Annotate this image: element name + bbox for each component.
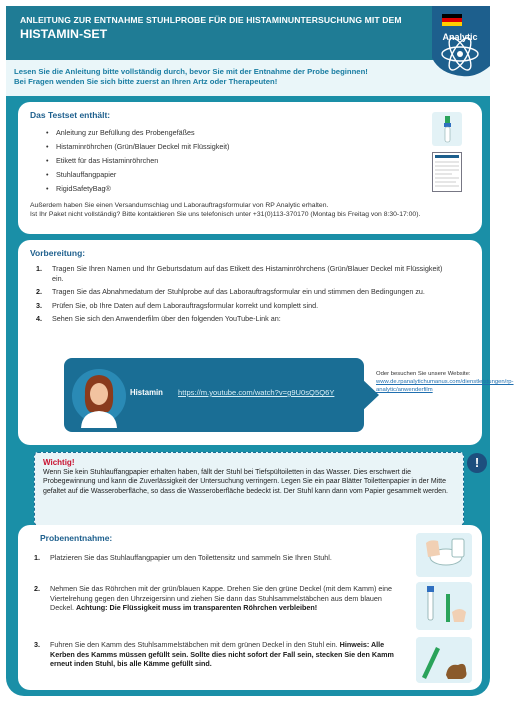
testset-note-2: Ist Ihr Paket nicht vollständig? Bitte kontaktieren Sie uns telefonisch unter +31(0)113-370170 (Montag bis Freitag von 8:30-17:00).	[30, 211, 421, 218]
sampling-step-1	[30, 553, 398, 563]
step-text: Fuhren Sie den Kamm des Stuhlsammelstäbchen mit dem grünen Deckel in den Stuhl ein.	[50, 640, 338, 649]
step-number: 2.	[34, 584, 40, 593]
list-item: • Anleitung zur Befüllung des Probengefäßes	[56, 126, 470, 140]
testset-heading: Das Testset enthält:	[30, 110, 111, 120]
analytic-badge-icon	[426, 6, 490, 78]
list-item: • Histaminröhrchen (Grün/Blauer Deckel mit Flüssigkeit)	[56, 140, 470, 154]
website-note	[376, 370, 514, 394]
step-number: 3.	[34, 640, 40, 649]
list-item: • Stuhlauffangpapier	[56, 168, 470, 182]
website-link[interactable]: www.de.rpanalytichumanus.com/dienstleistungen/rp-analytic/anwenderfilm	[376, 379, 514, 393]
testset-card	[18, 102, 482, 234]
step-warning: Achtung: Die Flüssigkeit muss im transparenten Röhrchen verbleiben!	[75, 603, 318, 613]
preparation-card	[18, 240, 514, 445]
sampling-heading: Probenentnahme:	[40, 533, 113, 543]
step-text: Prüfen Sie, ob Ihre Daten auf dem Laborauftragsformular korrekt und komplett sind.	[52, 300, 319, 310]
intro-note	[6, 60, 490, 96]
instruction-sheet	[6, 6, 514, 696]
toilet-icon	[416, 533, 472, 577]
form-document-icon	[432, 152, 462, 192]
test-tube-icon	[432, 112, 462, 146]
sampling-step-2	[30, 584, 398, 613]
intro-line-1: Lesen Sie die Anleitung bitte vollständig durch, bevor Sie mit der Entnahme der Probe beginnen!	[14, 67, 368, 76]
important-notice	[34, 452, 480, 526]
list-item	[30, 314, 450, 324]
list-item	[30, 287, 450, 297]
list-item	[30, 264, 450, 283]
intro-line-2: Bei Fragen wenden Sie sich bitte zuerst an Ihren Artz oder Therapeuten!	[14, 77, 278, 86]
header-bar	[6, 6, 490, 60]
notice-text: Wenn Sie kein Stuhlauffangpapier erhalten haben, fällt der Stuhl bei Tiefspültoiletten in das Wasser. Dies erschwert die Probegewinnung und kann die Zuverlässigkeit der Untersuchung verringern. Legen Sie ein paar Blätter Toilettenpapier in der Mitte gefaltet auf die Wasseroberfläche, so dass die Wasseroberfläche bedeckt ist. Der Stuhl kann dann vom Papier gesammelt werden.	[43, 469, 448, 495]
list-item	[30, 301, 450, 311]
exclamation-icon: !	[467, 453, 487, 473]
testset-list	[30, 126, 470, 196]
website-intro: Oder besuchen Sie unsere Website:	[376, 371, 471, 377]
sampling-step-3	[30, 640, 398, 669]
preparation-heading: Vorbereitung:	[30, 248, 86, 258]
title-line-1: ANLEITUNG ZUR ENTNAHME STUHLPROBE FÜR DIE HISTAMINUNTERSUCHUNG MIT DEM	[20, 15, 402, 25]
title-line-2: HISTAMIN-SET	[20, 27, 108, 41]
step-text: Sehen Sie sich den Anwenderfilm über den folgenden YouTube-Link an:	[52, 314, 281, 324]
testset-note	[30, 201, 480, 219]
step-number: 3.	[36, 300, 42, 310]
step-text: Nehmen Sie das Röhrchen mit der grün/blauen Kappe. Drehen Sie den grüne Deckel (mit dem Kamm) eine Viertelrehung gegen den Uhrzeigersinn und ziehen Sie dann das Stuhlsammelstäbchen aus dem blauen Deckel.	[50, 584, 392, 613]
list-item: • RigidSafetyBag®	[56, 182, 470, 196]
list-item: • Etikett für das Histaminröhrchen	[56, 154, 470, 168]
video-link[interactable]: https://m.youtube.com/watch?v=g9U0sQ5Q6Y	[178, 388, 335, 397]
step-text: Platzieren Sie das Stuhlauffangpapier um den Toilettensitz und sammeln Sie Ihren Stuhl.	[50, 553, 332, 562]
sampling-card	[18, 525, 482, 690]
video-banner[interactable]	[64, 358, 364, 432]
step-number: 1.	[36, 264, 42, 273]
step-number: 2.	[36, 287, 42, 297]
step-number: 1.	[34, 553, 40, 562]
notice-heading: Wichtig!	[43, 458, 75, 467]
step-text: Tragen Sie das Abnahmedatum der Stuhlprobe auf das Laborauftragsformular ein und stimmen den Bedingungen zu.	[52, 287, 425, 297]
preparation-steps	[30, 264, 470, 324]
step-number: 4.	[36, 314, 42, 324]
presenter-avatar-icon	[72, 364, 126, 428]
step-text: Tragen Sie Ihren Namen und Ihr Geburtsdatum auf das Etikett des Histaminröhrchens (Grün/Blauer Deckel mit Flüssigkeit) ein.	[52, 264, 443, 283]
tube-opening-icon	[416, 582, 472, 630]
video-label: Histamin	[130, 388, 163, 397]
stool-sample-icon	[416, 637, 472, 683]
step-hint: Hinweis: Alle Kerben des Kamms müssen gefüllt sein. Sollte dies nicht sofort der Fall sein, stecken Sie den Kamm erneut inden Stuhl, bis alle Kämme gefüllt sind.	[50, 640, 394, 669]
testset-note-1: Außerdem haben Sie einen Versandumschlag und Laborauftragsformular von RP Analytic erhalten.	[30, 202, 329, 209]
badge-label: Analytic	[442, 32, 478, 42]
